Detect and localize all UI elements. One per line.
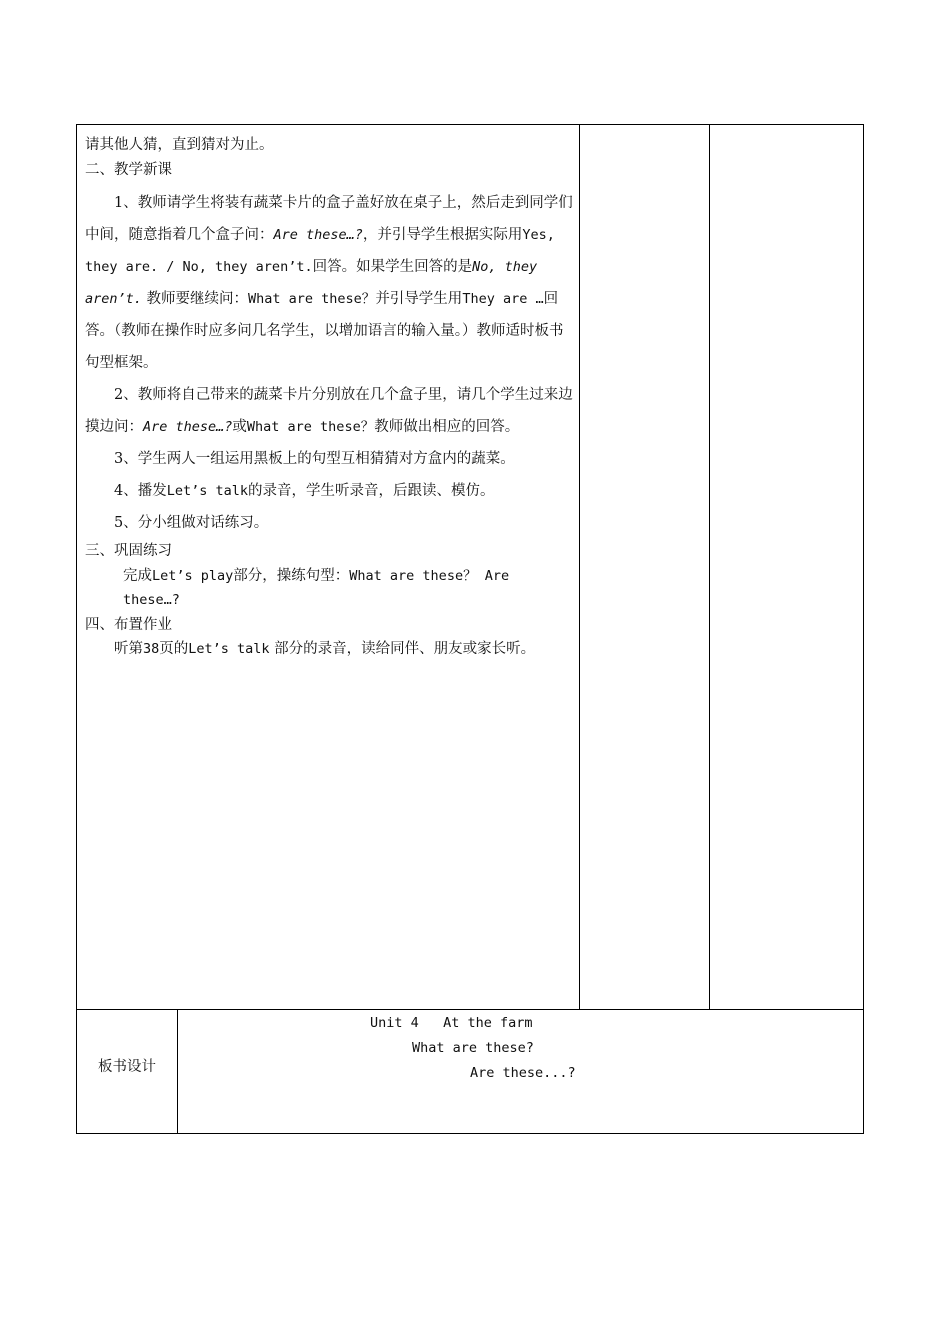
table-top-border — [76, 124, 864, 125]
step-3: 3、学生两人一组运用黑板上的句型互相猜猜对方盒内的蔬菜。 — [114, 451, 515, 467]
table-right-border — [863, 124, 864, 1134]
practice-content: 完成Let’s play部分，操练句型：What are these？ Are these…? — [123, 567, 510, 608]
board-line-title: Unit 4 At the farm — [370, 1015, 533, 1031]
paragraph-intro: 请其他人猜，直到猜对为止。 — [85, 137, 274, 153]
board-design-label: 板书设计 — [98, 1059, 156, 1075]
board-label-divider — [177, 1009, 178, 1133]
column-divider-2 — [709, 124, 710, 1009]
heading-homework: 四、布置作业 — [85, 616, 172, 633]
heading-new-lesson: 二、教学新课 — [85, 161, 172, 178]
step-1: 1、教师请学生将装有蔬菜卡片的盒子盖好放在桌子上，然后走到同学们中间，随意指着几个盒子问：Are these…?，并引导学生根据实际用Yes, they are. / No, they aren’t.回答。如果学生回答的是No, they aren’t. 教师要继续问：What are these？并引导学生用They are …回答。（教师在操作时应多问几名学生，以增加语言的输入量。）教师适时板书句型框架。 — [85, 195, 573, 371]
board-line-question: What are these? — [412, 1040, 534, 1056]
heading-practice: 三、巩固练习 — [85, 543, 172, 559]
step-2: 2、教师将自己带来的蔬菜卡片分别放在几个盒子里，请几个学生过来边摸边问：Are these…?或What are these？教师做出相应的回答。 — [85, 387, 573, 435]
table-left-border — [76, 124, 77, 1134]
board-line-answer: Are these...? — [470, 1065, 576, 1081]
step-4: 4、播发Let’s talk的录音，学生听录音，后跟读、模仿。 — [114, 483, 495, 499]
column-divider-1 — [579, 124, 580, 1009]
step-5: 5、分小组做对话练习。 — [114, 515, 269, 531]
homework-content: 听第38页的Let’s talk 部分的录音，读给同伴、朋友或家长听。 — [114, 641, 536, 657]
table-middle-border — [76, 1009, 864, 1010]
lesson-content — [85, 133, 573, 662]
table-bottom-border — [76, 1133, 864, 1134]
